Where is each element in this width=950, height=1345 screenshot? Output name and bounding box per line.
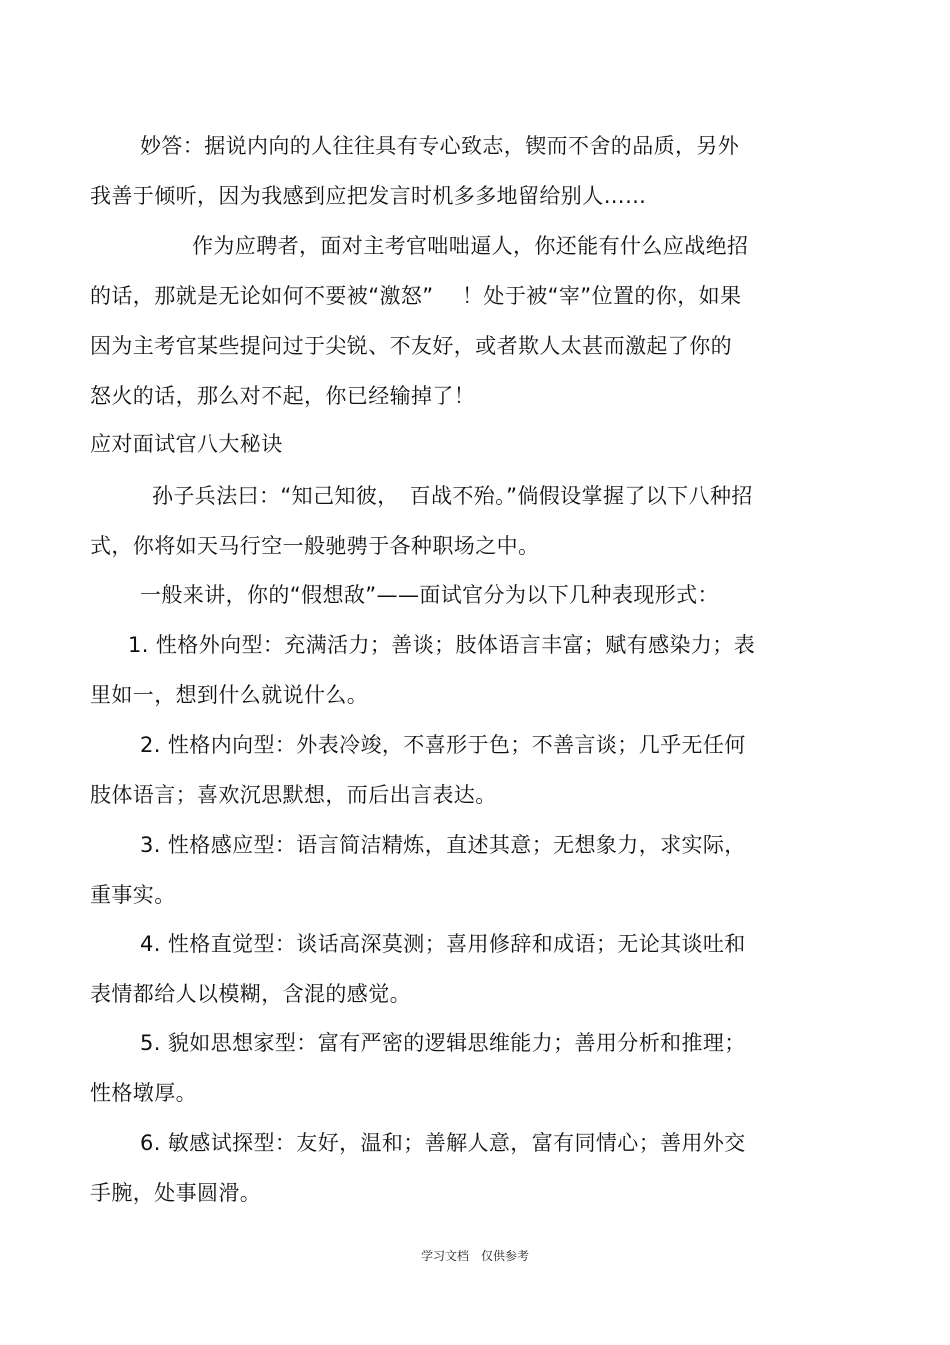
text-line-5: 因为主考官某些提问过于尖锐、不友好，或者欺人太甚而激起了你的	[90, 334, 732, 358]
section-heading: 应对面试官八大秘诀	[90, 432, 283, 456]
list-item-6-line-2: 手腕，处事圆滑。	[90, 1181, 262, 1205]
text-line-8: 孙子兵法曰：“知己知彼， 百战不殆。”倘假设掌握了以下八种招	[152, 484, 753, 508]
text-line-1: 妙答：据说内向的人往往具有专心致志，锲而不舍的品质，另外	[140, 134, 740, 158]
list-item-3-line-2: 重事实。	[90, 883, 176, 907]
list-item-6-line-1: 6. 敏感试探型：友好，温和；善解人意，富有同情心；善用外交	[140, 1131, 746, 1155]
list-item-4-line-1: 4. 性格直觉型：谈话高深莫测；喜用修辞和成语；无论其谈吐和	[140, 932, 746, 956]
list-item-3-line-1: 3. 性格感应型：语言简洁精炼，直述其意；无想象力，求实际，	[140, 833, 746, 857]
list-item-4-line-2: 表情都给人以模糊，含混的感觉。	[90, 982, 411, 1006]
list-item-1-line-2: 里如一，想到什么就说什么。	[90, 683, 369, 707]
list-item-5-line-2: 性格墩厚。	[90, 1081, 197, 1105]
list-item-1-line-1: 1. 性格外向型：充满活力；善谈；肢体语言丰富；赋有感染力；表	[128, 633, 756, 657]
list-item-5-line-1: 5. 貌如思想家型：富有严密的逻辑思维能力；善用分析和推理；	[140, 1031, 746, 1055]
text-line-2: 我善于倾听，因为我感到应把发言时机多多地留给别人……	[90, 184, 647, 208]
text-line-9: 式，你将如天马行空一般驰骋于各种职场之中。	[90, 534, 540, 558]
text-line-6: 怒火的话，那么对不起，你已经输掉了！	[90, 384, 476, 408]
text-line-10: 一般来讲，你的“假想敌”——面试官分为以下几种表现形式：	[140, 583, 719, 607]
page-footer: 学习文档 仅供参考	[420, 1249, 529, 1263]
list-item-2-line-2: 肢体语言；喜欢沉思默想，而后出言表达。	[90, 783, 497, 807]
text-line-4: 的话，那就是无论如何不要被“激怒” ！处于被“宰”位置的你，如果	[90, 284, 742, 308]
text-line-3: 作为应聘者，面对主考官咄咄逼人，你还能有什么应战绝招	[192, 234, 749, 258]
list-item-2-line-1: 2. 性格内向型：外表冷竣，不喜形于色；不善言谈；几乎无任何	[140, 733, 746, 757]
